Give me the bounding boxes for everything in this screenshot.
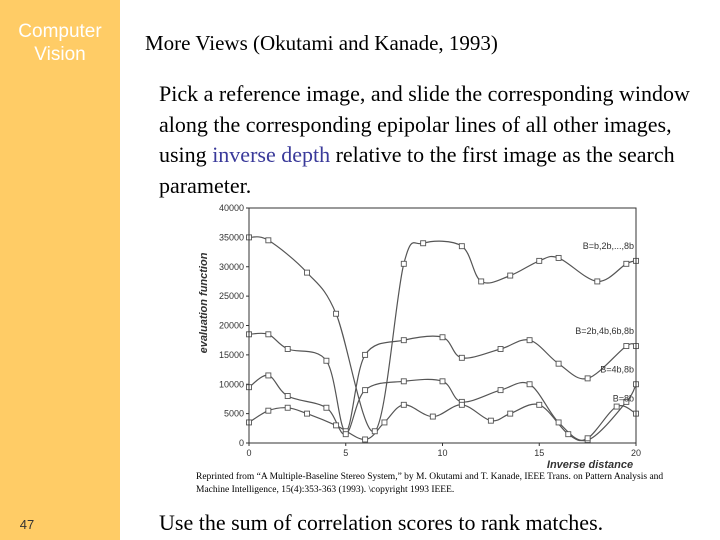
x-ticks	[246, 443, 641, 458]
series-4-point	[537, 402, 542, 407]
series-3-point	[556, 420, 561, 425]
page-number: 47	[19, 517, 35, 532]
series-1-point	[421, 241, 426, 246]
series-3-point	[401, 379, 406, 384]
series-line-3	[249, 375, 636, 440]
x-tick-label: 10	[437, 448, 448, 458]
series-3-point	[498, 388, 503, 393]
series-4-point	[459, 402, 464, 407]
series-1-point	[305, 270, 310, 275]
series-2-point	[324, 358, 329, 363]
series-3-point	[363, 388, 368, 393]
body-text-after: relative to the first image as the search parameter.	[159, 142, 675, 198]
series-1-point	[401, 261, 406, 266]
series-1-point	[595, 279, 600, 284]
footer-note: Use the sum of correlation scores to rank matches.	[159, 510, 604, 535]
y-tick-label: 10000	[218, 379, 244, 390]
series-3-point	[343, 432, 348, 437]
series-4-point	[401, 402, 406, 407]
figure-credit: Reprinted from “A Multiple-Baseline Stereo System,” by M. Okutami and T. Kanade, IEEE Trans. on Pattern Analysis and Machine Intelligence, 15(4):353-363 (1993). \copyright 1993 IEEE.	[196, 472, 664, 495]
series-4-point	[363, 437, 368, 442]
series-1-point	[334, 311, 339, 316]
series-4-point	[566, 432, 571, 437]
sidebar	[0, 0, 120, 540]
y-tick-label: 20000	[218, 320, 244, 331]
y-tick-label: 35000	[218, 232, 244, 243]
series-label-1: B=b,2b,...,8b	[582, 240, 634, 251]
series-2-point	[527, 338, 532, 343]
series-3-point	[527, 382, 532, 387]
series-3-point	[285, 394, 290, 399]
y-tick-label: 30000	[218, 261, 244, 272]
series-3-point	[324, 405, 329, 410]
evaluation-function-chart	[190, 198, 650, 473]
series-4-point	[266, 408, 271, 413]
series-2-point	[285, 347, 290, 352]
series-2-point	[459, 355, 464, 360]
y-axis-label: evaluation function	[198, 252, 210, 354]
body-text-before: Pick a reference image, and slide the corresponding window along the corresponding epipolar lines of all other images, using	[159, 81, 690, 167]
series-1-point	[459, 244, 464, 249]
x-tick-label: 5	[343, 448, 349, 458]
y-tick-label: 5000	[223, 408, 244, 419]
series-2-point	[498, 347, 503, 352]
x-tick-label: 20	[630, 448, 642, 458]
series-label-3: B=4b,8b	[600, 364, 634, 375]
series-line-4	[249, 404, 636, 440]
x-axis-label: Inverse distance	[546, 459, 634, 471]
series-1-point	[556, 255, 561, 260]
series-4-point	[334, 423, 339, 428]
x-tick-label: 0	[246, 448, 252, 458]
series-markers	[247, 235, 639, 443]
series-label-2: B=2b,4b,6b,8b	[575, 326, 634, 337]
series-4-point	[382, 420, 387, 425]
series-2-point	[556, 361, 561, 366]
series-1-point	[479, 279, 484, 284]
series-4-point	[285, 405, 290, 410]
body-highlight: inverse depth	[212, 142, 331, 167]
slide-title: More Views (Okutami and Kanade, 1993)	[145, 31, 498, 55]
series-4-point	[430, 414, 435, 419]
series-4-point	[508, 411, 513, 416]
series-1-point	[537, 258, 542, 263]
series-4-point	[614, 404, 619, 409]
y-tick-label: 15000	[218, 349, 244, 360]
series-1-point	[508, 273, 513, 278]
series-2-point	[440, 335, 445, 340]
y-tick-label: 25000	[218, 291, 244, 302]
course-brand	[0, 20, 120, 66]
series-2-point	[401, 338, 406, 343]
series-1-point	[624, 261, 629, 266]
series-3-point	[266, 373, 271, 378]
series-4-point	[305, 411, 310, 416]
y-ticks	[219, 203, 249, 448]
series-3-point	[440, 379, 445, 384]
series-1-point	[266, 238, 271, 243]
series-2-point	[624, 344, 629, 349]
brand-line-2: Vision	[34, 44, 86, 65]
y-tick-label: 0	[238, 438, 244, 448]
series-4-point	[585, 436, 590, 441]
series-1-point	[372, 429, 377, 434]
y-tick-label: 40000	[218, 203, 244, 213]
slide-body	[159, 79, 699, 201]
series-2-point	[585, 376, 590, 381]
x-tick-label: 15	[534, 448, 545, 458]
series-4-point	[488, 418, 493, 423]
series-2-point	[363, 352, 368, 357]
series-2-point	[266, 332, 271, 337]
series-label-4: B=8b	[612, 393, 634, 404]
brand-line-1: Computer	[18, 21, 102, 42]
